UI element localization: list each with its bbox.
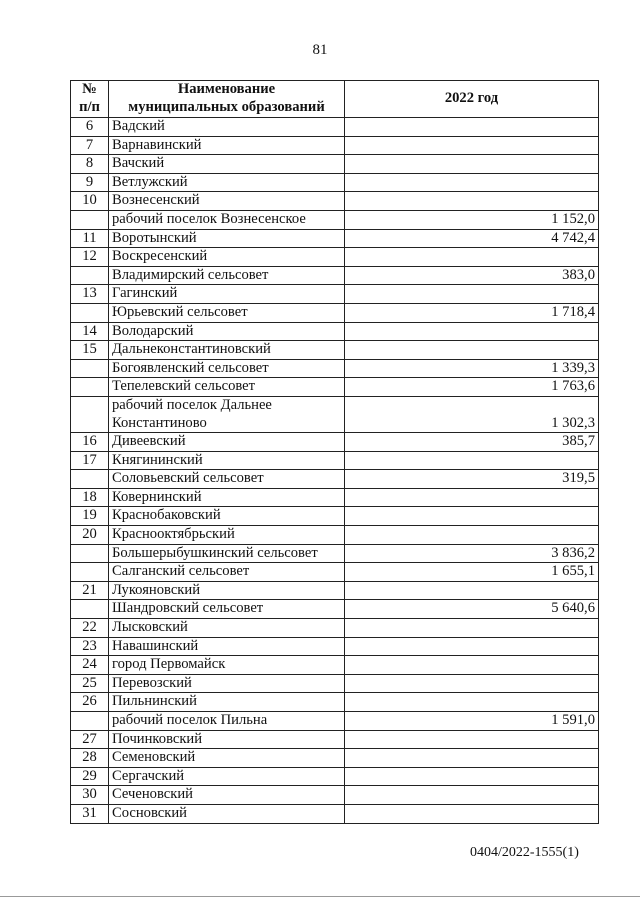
row-value: 4 742,4: [345, 229, 599, 248]
row-name: Большерыбушкинский сельсовет: [109, 544, 345, 563]
row-name: Воскресенский: [109, 248, 345, 267]
row-name: город Первомайск: [109, 656, 345, 675]
row-number: 18: [71, 488, 109, 507]
header-year: 2022 год: [345, 81, 599, 118]
row-number: [71, 378, 109, 397]
row-number: 20: [71, 526, 109, 545]
row-number: [71, 266, 109, 285]
row-number: [71, 600, 109, 619]
table-row: [71, 322, 599, 341]
row-number: 8: [71, 155, 109, 174]
row-name: Навашинский: [109, 637, 345, 656]
table-body: [71, 118, 599, 824]
row-name: Лысковский: [109, 619, 345, 638]
table-row: [71, 136, 599, 155]
table-row: [71, 656, 599, 675]
row-name: Салганский сельсовет: [109, 563, 345, 582]
row-number: [71, 396, 109, 432]
row-name: рабочий поселок Пильна: [109, 712, 345, 731]
row-value: 5 640,6: [345, 600, 599, 619]
row-name: Перевозский: [109, 674, 345, 693]
header-name-line2: муниципальных образований: [128, 99, 325, 115]
table-row: [71, 303, 599, 322]
row-number: 29: [71, 767, 109, 786]
row-value: [345, 786, 599, 805]
table-row: [71, 192, 599, 211]
row-name: Ветлужский: [109, 173, 345, 192]
row-value: [345, 136, 599, 155]
row-value: [345, 526, 599, 545]
row-number: 26: [71, 693, 109, 712]
row-number: 12: [71, 248, 109, 267]
table-row: [71, 341, 599, 360]
row-value: [345, 656, 599, 675]
row-value: [345, 341, 599, 360]
table-row: [71, 526, 599, 545]
table-row: [71, 563, 599, 582]
row-number: 16: [71, 433, 109, 452]
row-value: 1 339,3: [345, 359, 599, 378]
row-value: [345, 693, 599, 712]
header-name: [109, 81, 345, 118]
row-name: Владимирский сельсовет: [109, 266, 345, 285]
row-value: [345, 581, 599, 600]
table-row: [71, 173, 599, 192]
row-number: [71, 359, 109, 378]
row-number: 30: [71, 786, 109, 805]
municipalities-table: [70, 80, 599, 824]
row-value: 385,7: [345, 433, 599, 452]
header-number-line1: №: [82, 81, 97, 98]
row-number: 13: [71, 285, 109, 304]
row-name: рабочий поселок Дальнее Константиново: [109, 396, 345, 432]
row-number: [71, 544, 109, 563]
table-row: [71, 693, 599, 712]
row-number: 19: [71, 507, 109, 526]
row-number: 11: [71, 229, 109, 248]
row-name: Сеченовский: [109, 786, 345, 805]
row-name: Володарский: [109, 322, 345, 341]
row-name: Пильнинский: [109, 693, 345, 712]
row-name: Вадский: [109, 118, 345, 137]
table-row: [71, 544, 599, 563]
row-value: [345, 488, 599, 507]
row-name: Краснооктябрьский: [109, 526, 345, 545]
row-value: 1 302,3: [345, 396, 599, 432]
table-row: [71, 730, 599, 749]
table-row: [71, 470, 599, 489]
table-row: [71, 786, 599, 805]
row-value: 319,5: [345, 470, 599, 489]
table-row: [71, 210, 599, 229]
row-number: 10: [71, 192, 109, 211]
table-row: [71, 749, 599, 768]
table-header: [71, 81, 599, 118]
table-row: [71, 118, 599, 137]
row-value: [345, 637, 599, 656]
row-number: [71, 303, 109, 322]
row-number: 23: [71, 637, 109, 656]
table-row: [71, 581, 599, 600]
row-name: Вачский: [109, 155, 345, 174]
row-value: [345, 155, 599, 174]
table-row: [71, 488, 599, 507]
header-name-line1: Наименование: [177, 81, 276, 98]
table-row: [71, 155, 599, 174]
row-value: 1 591,0: [345, 712, 599, 731]
table-row: [71, 619, 599, 638]
row-name: Варнавинский: [109, 136, 345, 155]
row-name: Тепелевский сельсовет: [109, 378, 345, 397]
row-name: Соловьевский сельсовет: [109, 470, 345, 489]
row-value: 1 655,1: [345, 563, 599, 582]
row-name: Вознесенский: [109, 192, 345, 211]
row-value: [345, 804, 599, 823]
row-number: 24: [71, 656, 109, 675]
header-number-line2: п/п: [79, 99, 100, 115]
row-value: [345, 173, 599, 192]
table-row: [71, 248, 599, 267]
table-row: [71, 637, 599, 656]
row-number: [71, 563, 109, 582]
row-value: [345, 619, 599, 638]
bottom-rule: [0, 896, 640, 897]
row-number: [71, 470, 109, 489]
row-number: [71, 712, 109, 731]
document-code: 0404/2022-1555(1): [470, 845, 579, 860]
row-number: 15: [71, 341, 109, 360]
row-value: 1 718,4: [345, 303, 599, 322]
row-number: 6: [71, 118, 109, 137]
row-name: Сергачский: [109, 767, 345, 786]
row-value: [345, 285, 599, 304]
header-number: [71, 81, 109, 118]
row-name: Семеновский: [109, 749, 345, 768]
row-name: Починковский: [109, 730, 345, 749]
row-name: Лукояновский: [109, 581, 345, 600]
row-number: 21: [71, 581, 109, 600]
row-number: 7: [71, 136, 109, 155]
row-value: [345, 507, 599, 526]
table-row: [71, 229, 599, 248]
row-name: Дальнеконстантиновский: [109, 341, 345, 360]
row-name: Княгининский: [109, 451, 345, 470]
page-number: 81: [312, 42, 328, 58]
row-number: 14: [71, 322, 109, 341]
table-row: [71, 433, 599, 452]
row-number: 28: [71, 749, 109, 768]
row-name: Юрьевский сельсовет: [109, 303, 345, 322]
row-name: Воротынский: [109, 229, 345, 248]
row-name: Шандровский сельсовет: [109, 600, 345, 619]
table-row: [71, 266, 599, 285]
table-row: [71, 804, 599, 823]
table-row: [71, 378, 599, 397]
table-row: [71, 396, 599, 432]
row-number: [71, 210, 109, 229]
row-number: 31: [71, 804, 109, 823]
row-value: [345, 248, 599, 267]
row-name: Гагинский: [109, 285, 345, 304]
row-number: 27: [71, 730, 109, 749]
row-value: 383,0: [345, 266, 599, 285]
table-row: [71, 507, 599, 526]
table-row: [71, 767, 599, 786]
row-value: 1 763,6: [345, 378, 599, 397]
table-row: [71, 451, 599, 470]
row-name: Краснобаковский: [109, 507, 345, 526]
row-name: рабочий поселок Вознесенское: [109, 210, 345, 229]
row-value: [345, 322, 599, 341]
row-value: [345, 118, 599, 137]
row-number: 25: [71, 674, 109, 693]
row-value: [345, 730, 599, 749]
table-row: [71, 674, 599, 693]
row-name: Ковернинский: [109, 488, 345, 507]
row-name: Сосновский: [109, 804, 345, 823]
row-name: Богоявленский сельсовет: [109, 359, 345, 378]
row-value: [345, 767, 599, 786]
table-row: [71, 600, 599, 619]
row-number: 17: [71, 451, 109, 470]
table-row: [71, 712, 599, 731]
row-value: [345, 192, 599, 211]
row-value: [345, 674, 599, 693]
row-number: 9: [71, 173, 109, 192]
row-number: 22: [71, 619, 109, 638]
table-row: [71, 285, 599, 304]
row-value: 1 152,0: [345, 210, 599, 229]
row-value: [345, 749, 599, 768]
row-value: [345, 451, 599, 470]
table-row: [71, 359, 599, 378]
row-name: Дивеевский: [109, 433, 345, 452]
row-value: 3 836,2: [345, 544, 599, 563]
